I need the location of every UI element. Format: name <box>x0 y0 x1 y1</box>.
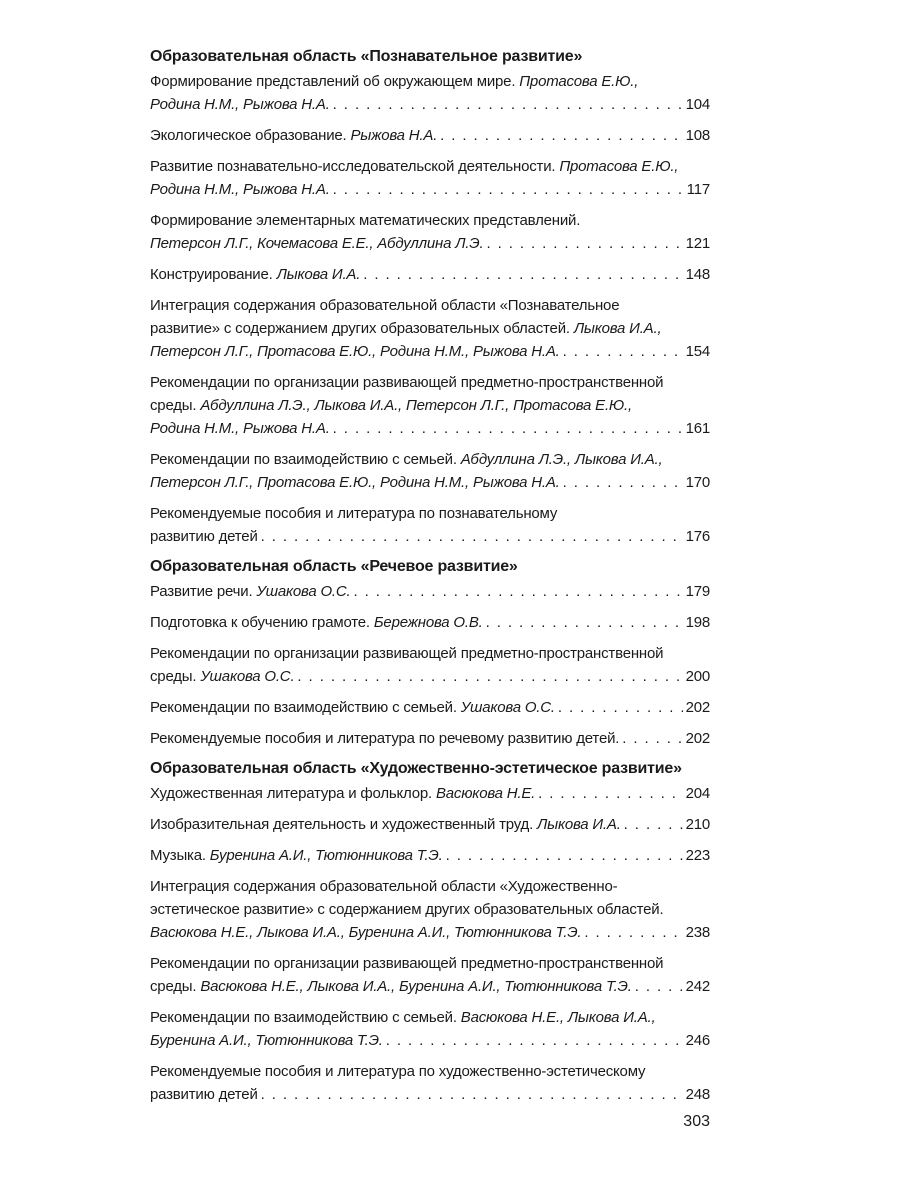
toc-entry-line <box>150 294 710 317</box>
entry-last-text <box>150 665 294 688</box>
entry-title-text: Развитие познавательно-исследовательской деятельности. <box>150 158 560 175</box>
page-ref: 148 <box>685 266 710 283</box>
entry-title-text: развитию детей <box>150 528 258 545</box>
toc-entry-last-line <box>150 525 710 548</box>
toc-entry[interactable] <box>150 371 710 440</box>
toc-entry[interactable] <box>150 727 710 750</box>
toc-entry-last-line <box>150 340 710 363</box>
entry-last-text <box>150 727 619 750</box>
entry-title-text: Интеграция содержания образовательной области «Познавательное <box>150 297 620 314</box>
toc-entry-last-line <box>150 232 710 255</box>
entry-authors: Ушакова О.С. <box>460 699 555 716</box>
toc-entry-last-line <box>150 580 710 603</box>
toc-entry[interactable] <box>150 642 710 688</box>
entry-title-text: Рекомендации по взаимодействию с семьей. <box>150 699 461 716</box>
entry-authors: Буренина А.И., Тютюнникова Т.Э. <box>209 847 443 864</box>
dot-leader <box>261 1083 683 1106</box>
toc-entry-line <box>150 502 710 525</box>
page-ref: 108 <box>685 127 710 144</box>
entry-title-text: Рекомендуемые пособия и литература по познавательному <box>150 505 558 522</box>
toc-entry-line <box>150 1060 710 1083</box>
entry-last-text <box>150 417 330 440</box>
toc-entry-line <box>150 209 710 232</box>
toc-entry-last-line <box>150 471 710 494</box>
dot-leader <box>440 124 682 147</box>
toc-entry-last-line <box>150 1083 710 1106</box>
entry-authors: Протасова Е.Ю., <box>559 158 679 175</box>
entry-title-text: Рекомендации по организации развивающей предметно-пространственной <box>150 645 664 662</box>
entry-authors: Васюкова Н.Е., Лыкова И.А., <box>460 1009 656 1026</box>
dot-leader <box>563 340 683 363</box>
toc-entry[interactable] <box>150 502 710 548</box>
entry-authors: Ушакова О.С. <box>200 668 295 685</box>
page-ref: 176 <box>685 528 710 545</box>
toc-entry[interactable] <box>150 1060 710 1106</box>
toc-entry-last-line <box>150 93 710 116</box>
section-title: Образовательная область «Речевое развитие» <box>150 558 518 575</box>
entry-authors: Васюкова Н.Е., Лыкова И.А., Буренина А.И., Тютюнникова Т.Э. <box>200 978 632 995</box>
entry-last-text <box>150 178 330 201</box>
page-ref: 179 <box>685 583 710 600</box>
toc-entry[interactable] <box>150 875 710 944</box>
toc-entry[interactable] <box>150 696 710 719</box>
entry-title-text: Интеграция содержания образовательной области «Художественно- <box>150 878 618 895</box>
entry-last-text <box>150 975 632 998</box>
page-number: 303 <box>683 1113 710 1130</box>
entry-authors: Абдуллина Л.Э., Лыкова И.А., <box>460 451 663 468</box>
entry-last-text <box>150 471 560 494</box>
toc-entry-line <box>150 875 710 898</box>
toc-entry-last-line <box>150 975 710 998</box>
dot-leader <box>333 417 683 440</box>
toc-entry-line <box>150 448 710 471</box>
entry-title-text: Рекомендации по организации развивающей предметно-пространственной <box>150 374 664 391</box>
toc-entry[interactable] <box>150 294 710 363</box>
dot-leader <box>297 665 682 688</box>
entry-authors: Ушакова О.С. <box>256 583 351 600</box>
dot-leader <box>486 232 682 255</box>
page-ref: 223 <box>685 847 710 864</box>
page-ref: 198 <box>685 614 710 631</box>
page-ref: 200 <box>685 668 710 685</box>
entry-last-text <box>150 93 330 116</box>
page-ref: 242 <box>685 978 710 995</box>
dot-leader <box>386 1029 683 1052</box>
toc-entry[interactable] <box>150 580 710 603</box>
entry-authors: Лыкова И.А., <box>573 320 662 337</box>
dot-leader <box>563 471 683 494</box>
dot-leader <box>261 525 683 548</box>
entry-authors: Родина Н.М., Рыжова Н.А. <box>150 420 330 437</box>
entry-last-text <box>150 1083 258 1106</box>
toc-entry[interactable] <box>150 611 710 634</box>
entry-authors: Протасова Е.Ю., <box>519 73 639 90</box>
entry-title-text: развитию детей <box>150 1086 258 1103</box>
entry-title-text: Формирование представлений об окружающем мире. <box>150 73 520 90</box>
toc-entry-last-line <box>150 844 710 867</box>
page-ref: 246 <box>685 1032 710 1049</box>
entry-title-text: Подготовка к обучению грамоте. <box>150 614 374 631</box>
entry-title-text: эстетическое развитие» с содержанием других образовательных областей. <box>150 901 664 918</box>
entry-authors: Васюкова Н.Е., Лыкова И.А., Буренина А.И., Тютюнникова Т.Э. <box>150 924 582 941</box>
toc-entry-last-line <box>150 124 710 147</box>
entry-authors: Рыжова Н.А. <box>350 127 438 144</box>
toc-entry-last-line <box>150 611 710 634</box>
entry-title-text: Рекомендуемые пособия и литература по художественно-эстетическому <box>150 1063 646 1080</box>
entry-last-text <box>150 580 350 603</box>
entry-last-text <box>150 263 360 286</box>
entry-last-text <box>150 844 443 867</box>
toc-entry-line <box>150 317 710 340</box>
entry-last-text <box>150 232 483 255</box>
entry-title-text: Экологическое образование. <box>150 127 351 144</box>
dot-leader <box>635 975 683 998</box>
entry-title-text: Музыка. <box>150 847 210 864</box>
page-ref: 104 <box>685 96 710 113</box>
toc-entry-last-line <box>150 1029 710 1052</box>
toc-entry-last-line <box>150 263 710 286</box>
entry-title-text: Рекомендации по организации развивающей предметно-пространственной <box>150 955 664 972</box>
entry-title-text: Развитие речи. <box>150 583 257 600</box>
page-ref: 117 <box>686 181 710 198</box>
page-ref: 204 <box>685 785 710 802</box>
page-ref: 170 <box>685 474 710 491</box>
entry-title-text: Художественная литература и фольклор. <box>150 785 436 802</box>
page-ref: 154 <box>685 343 710 360</box>
toc-entry[interactable] <box>150 124 710 147</box>
toc-entry-line <box>150 394 710 417</box>
page-ref: 161 <box>685 420 710 437</box>
toc-page <box>150 44 710 1114</box>
toc-entry-line <box>150 1006 710 1029</box>
entry-authors: Лыкова И.А. <box>537 816 621 833</box>
dot-leader <box>333 93 683 116</box>
entry-last-text <box>150 124 437 147</box>
toc-entry-last-line <box>150 665 710 688</box>
toc-entry[interactable] <box>150 782 710 805</box>
entry-authors: Абдуллина Л.Э., Лыкова И.А., Петерсон Л.Г., Протасова Е.Ю., <box>200 397 632 414</box>
dot-leader <box>538 782 682 805</box>
page-ref: 121 <box>685 235 710 252</box>
entry-authors: Родина Н.М., Рыжова Н.А. <box>150 96 330 113</box>
toc-entry-last-line <box>150 696 710 719</box>
dot-leader <box>584 921 682 944</box>
entry-authors: Лыкова И.А. <box>276 266 361 283</box>
toc-entry-last-line <box>150 813 710 836</box>
entry-authors: Петерсон Л.Г., Протасова Е.Ю., Родина Н.М., Рыжова Н.А. <box>150 343 560 360</box>
page-ref: 248 <box>685 1086 710 1103</box>
toc-entry[interactable] <box>150 155 710 201</box>
section-title: Образовательная область «Познавательное развитие» <box>150 48 583 65</box>
entry-authors: Буренина А.И., Тютюнникова Т.Э. <box>150 1032 383 1049</box>
page-ref: 238 <box>685 924 710 941</box>
dot-leader <box>558 696 683 719</box>
dot-leader <box>446 844 683 867</box>
dot-leader <box>353 580 682 603</box>
entry-title-text: среды. <box>150 978 201 995</box>
entry-title-text: развитие» с содержанием других образовательных областей. <box>150 320 574 337</box>
toc-entry-last-line <box>150 178 710 201</box>
page-ref: 202 <box>685 730 710 747</box>
entry-title-text: среды. <box>150 668 201 685</box>
dot-leader <box>333 178 684 201</box>
toc-entry-line <box>150 898 710 921</box>
toc-entry[interactable] <box>150 1006 710 1052</box>
entry-authors: Васюкова Н.Е. <box>435 785 536 802</box>
toc-entry[interactable] <box>150 448 710 494</box>
entry-title-text: Формирование элементарных математических представлений. <box>150 212 581 229</box>
entry-last-text <box>150 525 258 548</box>
toc-entry[interactable] <box>150 209 710 255</box>
toc-entry-line <box>150 70 710 93</box>
toc-entry-line <box>150 371 710 394</box>
entry-title-text: Изобразительная деятельность и художественный труд. <box>150 816 538 833</box>
toc-entry[interactable] <box>150 813 710 836</box>
entry-title-text: Рекомендации по взаимодействию с семьей. <box>150 451 461 468</box>
entry-authors: Бережнова О.В. <box>373 614 483 631</box>
toc-entry-line <box>150 642 710 665</box>
toc-entry-last-line <box>150 782 710 805</box>
entry-authors: Петерсон Л.Г., Кочемасова Е.Е., Абдуллина Л.Э. <box>150 235 484 252</box>
toc-entry-last-line <box>150 727 710 750</box>
entry-last-text <box>150 611 483 634</box>
section-title: Образовательная область «Художественно-эстетическое развитие» <box>150 760 682 777</box>
entry-title-text: Конструирование. <box>150 266 277 283</box>
dot-leader <box>624 813 683 836</box>
entry-authors: Петерсон Л.Г., Протасова Е.Ю., Родина Н.М., Рыжова Н.А. <box>150 474 560 491</box>
toc-entry[interactable] <box>150 952 710 998</box>
toc-entry[interactable] <box>150 263 710 286</box>
entry-last-text <box>150 921 581 944</box>
dot-leader <box>622 727 682 750</box>
toc-entry-last-line <box>150 417 710 440</box>
toc-entry-line <box>150 952 710 975</box>
entry-last-text <box>150 813 621 836</box>
toc-entry-last-line <box>150 921 710 944</box>
dot-leader <box>363 263 682 286</box>
entry-last-text <box>150 782 535 805</box>
page-ref: 202 <box>685 699 710 716</box>
dot-leader <box>486 611 683 634</box>
entry-title-text: Рекомендуемые пособия и литература по речевому развитию детей. <box>150 730 620 747</box>
entry-title-text: Рекомендации по взаимодействию с семьей. <box>150 1009 461 1026</box>
toc-entry[interactable] <box>150 70 710 116</box>
entry-last-text <box>150 1029 383 1052</box>
entry-authors: Родина Н.М., Рыжова Н.А. <box>150 181 330 198</box>
page-ref: 210 <box>685 816 710 833</box>
toc-entry-line <box>150 155 710 178</box>
toc-entry[interactable] <box>150 844 710 867</box>
entry-last-text <box>150 696 555 719</box>
entry-last-text <box>150 340 560 363</box>
entry-title-text: среды. <box>150 397 201 414</box>
